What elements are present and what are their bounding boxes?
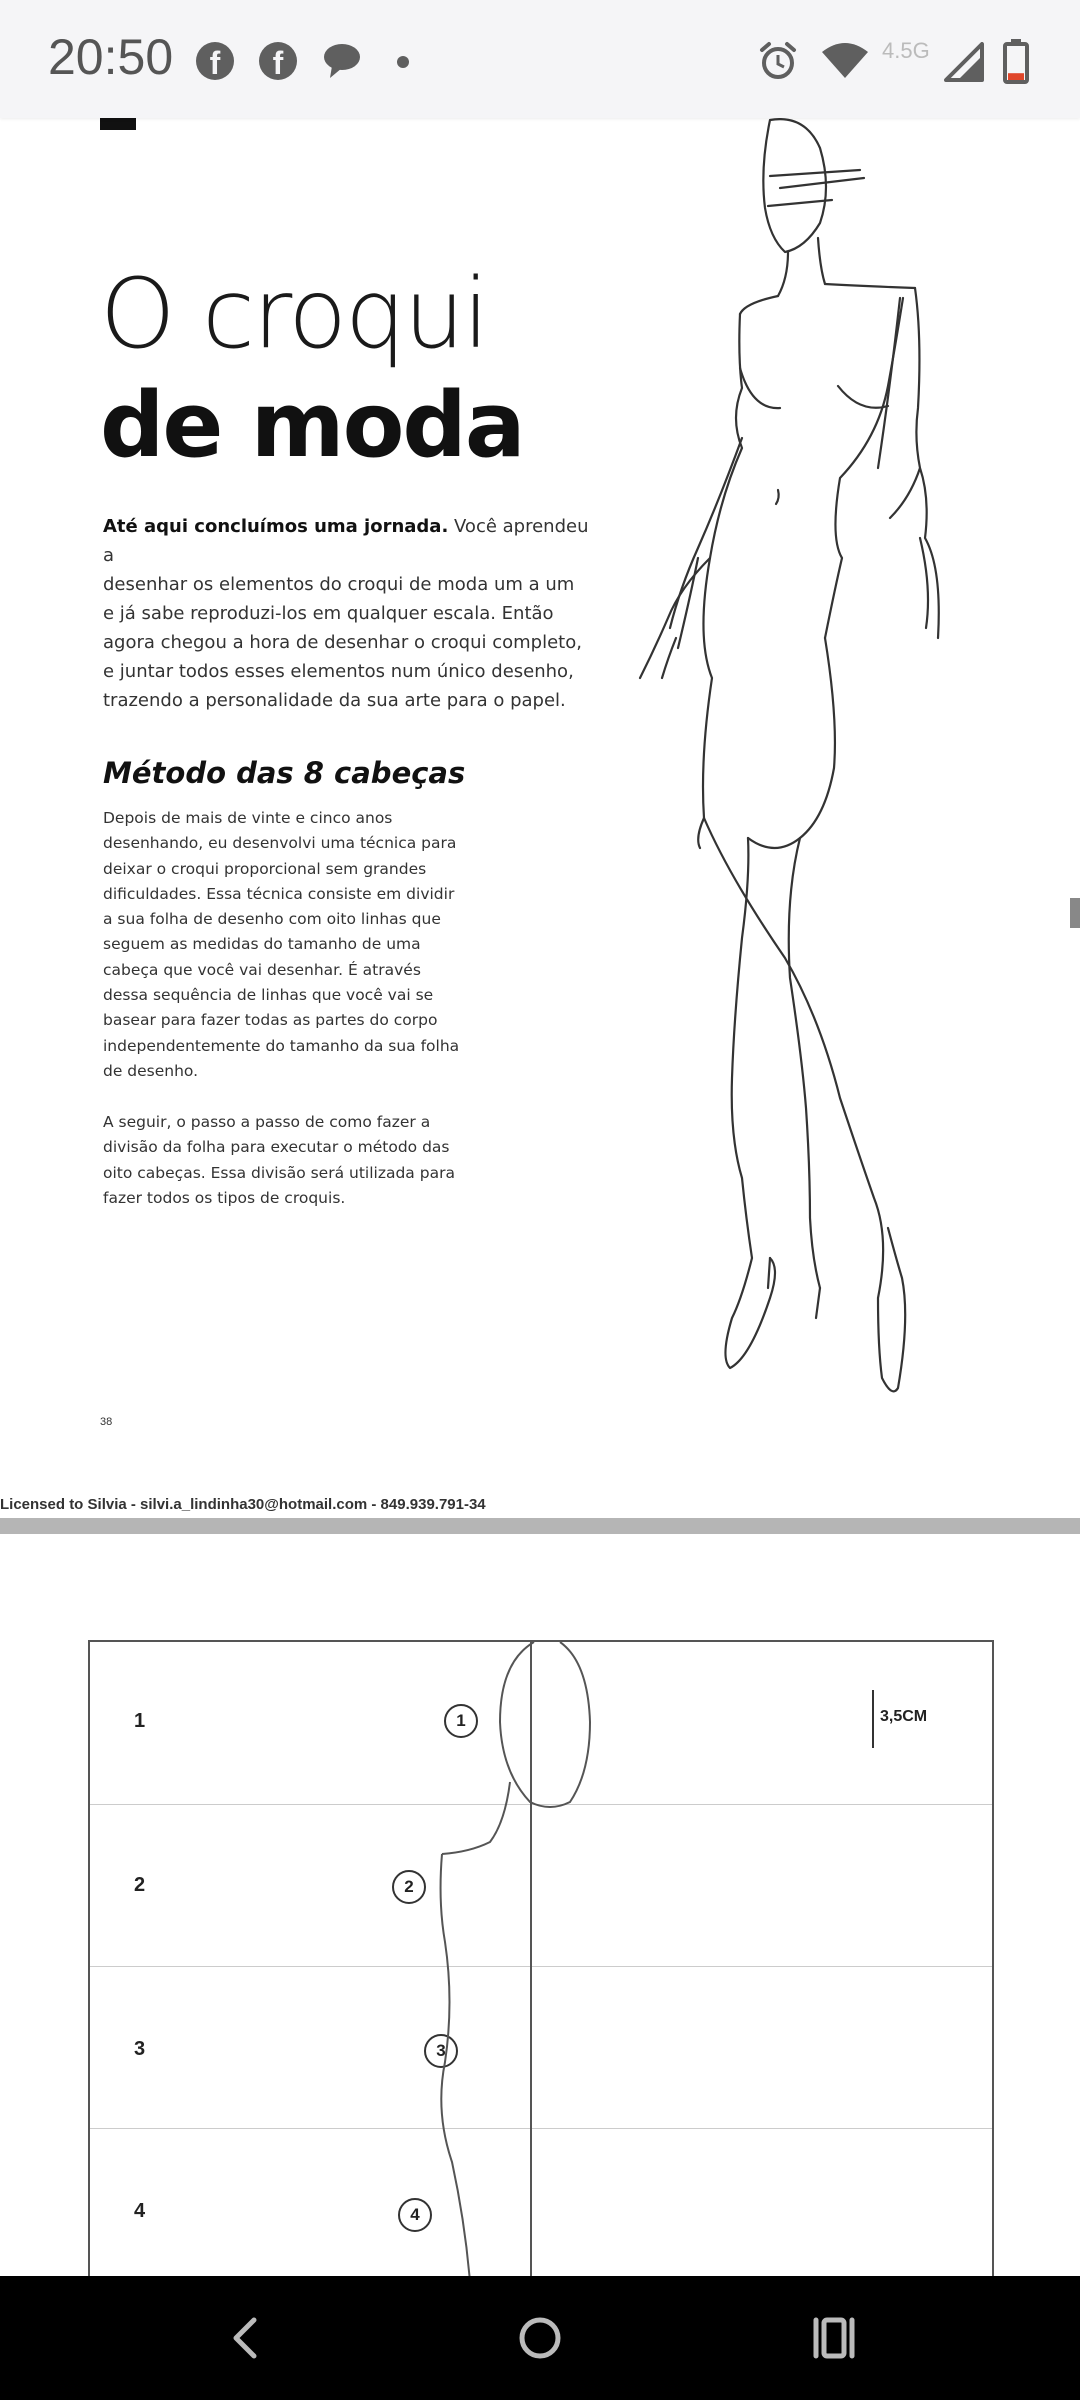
paragraph-line: de desenho. bbox=[103, 1061, 199, 1080]
page-separator bbox=[0, 1518, 1080, 1534]
intro-line: desenhar os elementos do croqui de moda um a um bbox=[103, 574, 575, 595]
measure-label: 3,5CM bbox=[880, 1708, 928, 1725]
clock: 20:50 bbox=[48, 29, 174, 85]
facebook-icon: f bbox=[259, 42, 297, 80]
step-marker: 4 bbox=[398, 2198, 432, 2232]
recents-button[interactable] bbox=[764, 2276, 904, 2400]
paragraph-line: A seguir, o passo a passo de como fazer a bbox=[103, 1113, 431, 1131]
paragraph-line: fazer todos os tipos de croquis. bbox=[103, 1188, 346, 1207]
chapter-marker bbox=[100, 118, 136, 130]
intro-line: e juntar todos esses elementos num único desenho, bbox=[103, 661, 574, 682]
intro-bold-text: Até aqui concluímos uma jornada. bbox=[103, 516, 449, 537]
back-icon bbox=[176, 2276, 316, 2400]
paragraph-line: cabeça que você vai desenhar. É através bbox=[103, 960, 421, 979]
navigation-bar bbox=[0, 2276, 1080, 2400]
intro-line: e já sabe reproduzi-los em qualquer escala. Então bbox=[103, 603, 554, 624]
status-bar bbox=[0, 0, 1080, 118]
paragraph-line: dessa sequência de linhas que você vai se bbox=[103, 986, 434, 1005]
paragraph-line: deixar o croqui proporcional sem grandes bbox=[103, 859, 427, 878]
chat-bubble-icon bbox=[322, 42, 362, 80]
row-number: 2 bbox=[134, 1874, 146, 1896]
method-paragraph bbox=[103, 806, 483, 1084]
paragraph-line: Depois de mais de vinte e cinco anos bbox=[103, 809, 393, 827]
home-button[interactable] bbox=[470, 2276, 610, 2400]
signal-icon bbox=[944, 42, 984, 82]
scrollbar-thumb[interactable] bbox=[1070, 898, 1080, 928]
steps-paragraph bbox=[103, 1110, 483, 1211]
step-marker: 2 bbox=[392, 1870, 426, 1904]
step-marker: 3 bbox=[424, 2034, 458, 2068]
row-number: 1 bbox=[134, 1710, 146, 1732]
intro-line: trazendo a personalidade da sua arte para o papel. bbox=[103, 690, 566, 711]
dot-icon bbox=[397, 56, 409, 68]
paragraph-line: basear para fazer todas as partes do corpo bbox=[103, 1011, 438, 1030]
paragraph-line: desenhando, eu desenvolvi uma técnica para bbox=[103, 834, 457, 853]
intro-paragraph bbox=[103, 512, 593, 715]
paragraph-line: oito cabeças. Essa divisão será utilizada para bbox=[103, 1163, 455, 1182]
license-watermark: Licensed to Silvia - silvi.a_lindinha30@hotmail.com - 849.939.791-34 bbox=[0, 1496, 486, 1513]
intro-line: Você aprendeu a bbox=[103, 516, 589, 566]
fashion-croqui-illustration bbox=[620, 118, 960, 1418]
document-page-38 bbox=[0, 118, 1080, 1518]
paragraph-line: seguem as medidas do tamanho de uma bbox=[103, 935, 421, 954]
eight-heads-grid bbox=[88, 1640, 994, 2276]
wifi-icon bbox=[820, 42, 870, 80]
measure-bar bbox=[872, 1690, 874, 1748]
row-number: 4 bbox=[134, 2200, 146, 2222]
paragraph-line: independentemente do tamanho da sua folha bbox=[103, 1036, 460, 1055]
page-title-line2: de moda bbox=[100, 373, 524, 478]
paragraph-line: dificuldades. Essa técnica consiste em dividir bbox=[103, 884, 455, 903]
battery-icon bbox=[1002, 38, 1030, 84]
facebook-icon: f bbox=[196, 42, 234, 80]
alarm-icon bbox=[758, 40, 798, 82]
construction-sketch bbox=[90, 1642, 992, 2276]
intro-line: agora chegou a hora de desenhar o croqui completo, bbox=[103, 632, 582, 653]
page-title-line1: O croqui bbox=[100, 258, 488, 370]
page-number: 38 bbox=[100, 1416, 113, 1428]
back-button[interactable] bbox=[176, 2276, 316, 2400]
home-icon bbox=[470, 2276, 610, 2400]
step-marker: 1 bbox=[444, 1704, 478, 1738]
recents-icon bbox=[764, 2276, 904, 2400]
paragraph-line: a sua folha de desenho com oito linhas que bbox=[103, 910, 441, 929]
network-type-label: 4.5G bbox=[882, 38, 930, 63]
document-page-39 bbox=[0, 1534, 1080, 2276]
section-heading: Método das 8 cabeças bbox=[103, 756, 466, 790]
row-number: 3 bbox=[134, 2038, 146, 2060]
paragraph-line: divisão da folha para executar o método das bbox=[103, 1138, 450, 1157]
